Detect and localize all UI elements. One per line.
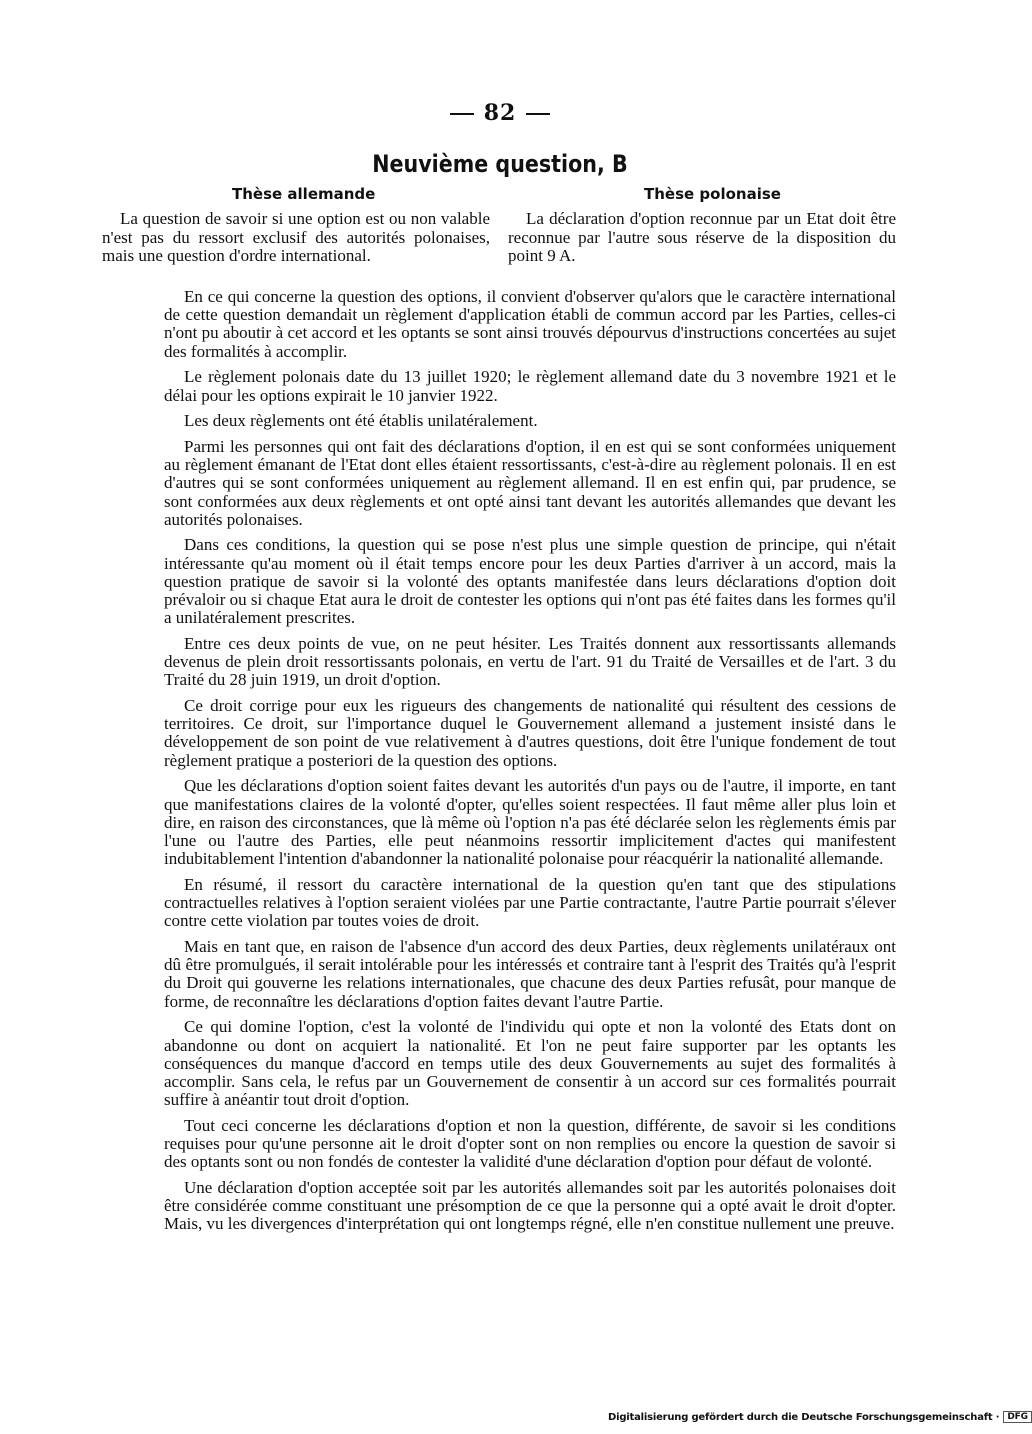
digitization-footer bbox=[608, 1411, 1032, 1423]
paragraph: Ce qui domine l'option, c'est la volonté de l'individu qui opte et non la volonté des Etats dont on abandonne ou dont on acquiert la nationalité. Et l'on ne peut faire supporter par les optants les conséquences du manque d'accord en temps utile des deux Gouvernements au sujet des formalités à accomplir. Sans cela, le refus par un Gouvernement de consentir à un accord sur ces formalités pourrait suffire à anéantir tout droit d'option. bbox=[164, 1017, 896, 1110]
paragraph: En résumé, il ressort du caractère international de la question qu'en tant que des stipulations contractuelles relatives à l'option seraient violées par une Partie contractante, l'autre Partie pourrait s'élever contre cette violation par toutes voies de droit. bbox=[164, 874, 896, 931]
body-text bbox=[164, 288, 896, 1241]
paragraph: Les deux règlements ont été établis unilatéralement. bbox=[184, 411, 538, 431]
paragraph: Que les déclarations d'option soient faites devant les autorités d'un pays ou de l'autre, il importe, en tant que manifestations claires de la volonté d'opter, qu'elles soient respectées. Il faut même aller plus loin et dire, en raison des circonstances, que là même où l'option n'a pas été déclarée selon les règlements émis par l'une ou l'autre des Parties, elle peut néanmoins ressortir implicitement d'actes qui manifestent indubitablement l'intention d'abandonner la nationalité polonaise pour réacquérir la nationalité allemande. bbox=[164, 776, 896, 869]
dash-left bbox=[450, 113, 474, 115]
dash-right bbox=[526, 113, 550, 115]
dfg-logo: DFG bbox=[1003, 1411, 1031, 1423]
page-number bbox=[0, 100, 1000, 126]
polish-thesis-text: La déclaration d'option reconnue par un Etat doit être reconnue par l'autre sous réserve de la disposition du point 9 A. bbox=[508, 209, 896, 265]
paragraph: Mais en tant que, en raison de l'absence d'un accord des deux Parties, deux règlements unilatéraux ont dû être promulgués, il serait intolérable pour les intéressés et contraire tant à l'esprit des Traités qu'à l'esprit du Droit qui gouverne les relations internationales, que chacune des deux Parties refusât, pour manque de forme, de reconnaître les déclarations d'option faites devant l'autre Partie. bbox=[164, 937, 896, 1011]
paragraph: En ce qui concerne la question des options, il convient d'observer qu'alors que le caractère international de cette question demandait un règlement d'application établi de commun accord par les Parties, celles-ci n'ont pu aboutir à cet accord et les optants se sont ainsi trouvés dépourvus d'instructions concertées au sujet des formalités à accomplir. bbox=[164, 287, 896, 361]
paragraph: Parmi les personnes qui ont fait des déclarations d'option, il en est qui se sont conformées uniquement au règlement émanant de l'Etat dont elles étaient ressortissants, c'est-à-dire au règlement polonais. Il en est d'autres qui se sont conformées uniquement au règlement allemand. Il en est enfin qui, par prudence, se sont conformées aux deux règlements et ont opté ainsi tant devant les autorités allemandes que devant les autorités polonaises. bbox=[164, 436, 896, 529]
page-title: Neuvième question, B bbox=[372, 150, 628, 178]
paragraph: Dans ces conditions, la question qui se pose n'est plus une simple question de principe, qui n'était intéressante qu'au moment où il était temps encore pour les deux Parties d'arriver à un accord, mais la question pratique de savoir si la volonté des optants manifestée dans leurs déclarations d'option doit prévaloir ou si chaque Etat aura le droit de contester les options qui n'ont pas été faites dans les formes qu'il a unilatéralement prescrites. bbox=[164, 535, 896, 628]
paragraph: Le règlement polonais date du 13 juillet 1920; le règlement allemand date du 3 novembre 1921 et le délai pour les options expirait le 10 janvier 1922. bbox=[164, 367, 896, 405]
page-number-value: 82 bbox=[483, 100, 517, 126]
paragraph: Tout ceci concerne les déclarations d'option et non la question, différente, de savoir si les conditions requises pour qu'une personne ait le droit d'opter sont on non remplies ou encore la question de savoir si des optants sont ou non fondés de contester la validité d'une déclaration d'option pour défaut de volonté. bbox=[164, 1115, 896, 1172]
heading-german-thesis: Thèse allemande bbox=[232, 185, 376, 203]
heading-polish-thesis: Thèse polonaise bbox=[644, 185, 781, 203]
paragraph: Une déclaration d'option acceptée soit par les autorités allemandes soit par les autorités polonaises doit être considérée comme constituant une présomption de ce que la personne qui a opté avait le droit d'opter. Mais, vu les divergences d'interprétation qui ont longtemps régné, elle n'en constitue nullement une preuve. bbox=[164, 1177, 896, 1234]
german-thesis-text: La question de savoir si une option est ou non valable n'est pas du ressort exclusif des autorités polonaises, mais une question d'ordre international. bbox=[102, 209, 490, 265]
paragraph: Ce droit corrige pour eux les rigueurs des changements de nationalité qui résultent des cessions de territoires. Ce droit, sur l'importance duquel le Gouvernement allemand a justement insisté dans le développement de son point de vue relativement à d'autres questions, doit être l'unique fondement de tout règlement pratique a posteriori de la question des options. bbox=[164, 696, 896, 770]
paragraph: Entre ces deux points de vue, on ne peut hésiter. Les Traités donnent aux ressortissants allemands devenus de plein droit ressortissants polonais, en vertu de l'art. 91 du Traité de Versailles et de l'art. 3 du Traité du 28 juin 1919, un droit d'option. bbox=[164, 633, 896, 690]
footer-text: Digitalisierung gefördert durch die Deutsche Forschungsgemeinschaft · bbox=[608, 1412, 1000, 1423]
